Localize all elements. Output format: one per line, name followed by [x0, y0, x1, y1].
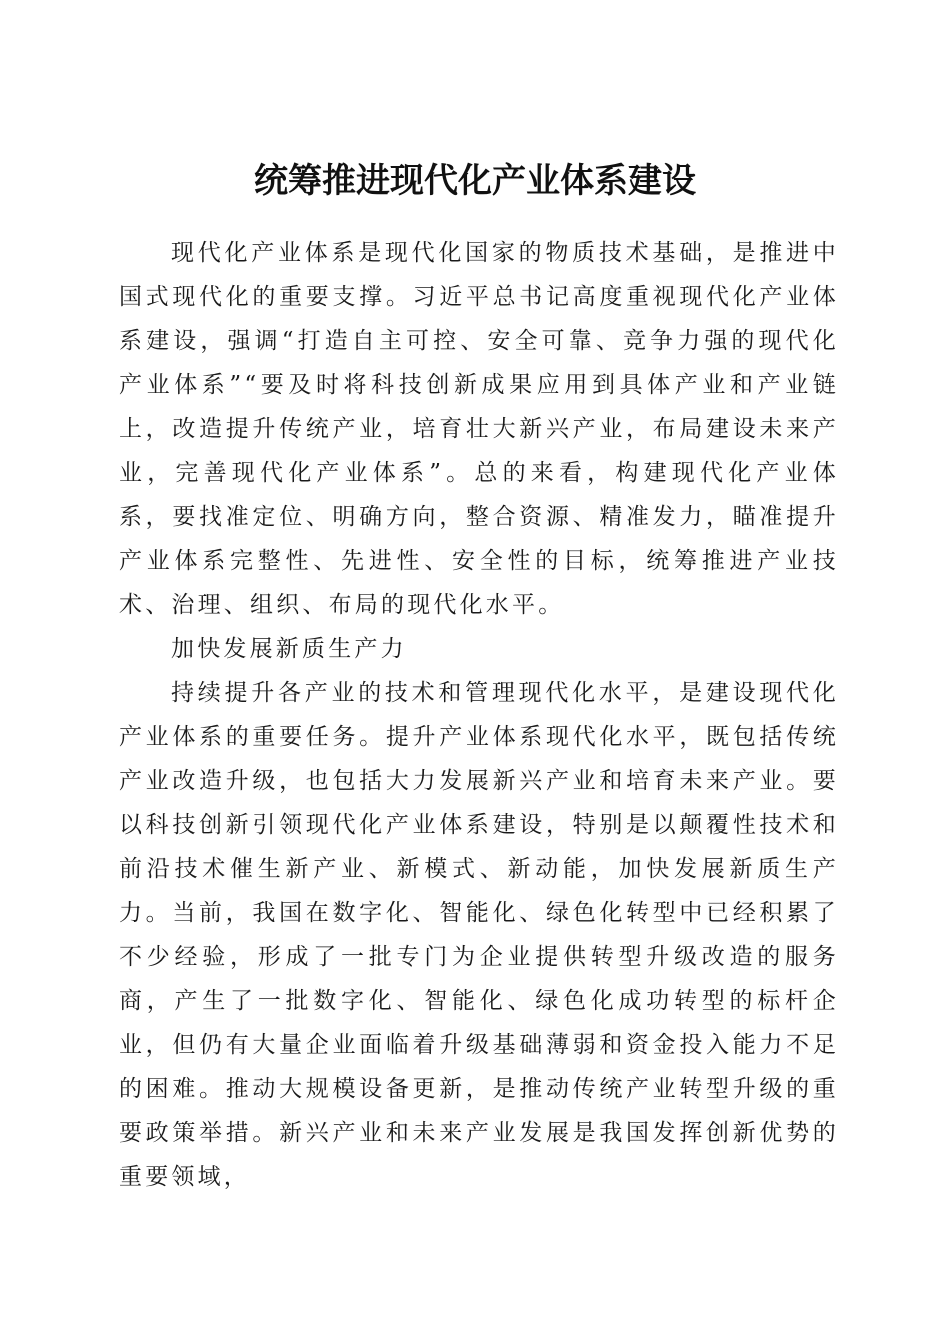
document-body — [119, 231, 839, 1199]
intro-paragraph: 现代化产业体系是现代化国家的物质技术基础，是推进中国式现代化的重要支撑。习近平总书记高度重视现代化产业体系建设，强调“打造自主可控、安全可靠、竞争力强的现代化产业体系”“要及时将科技创新成果应用到具体产业和产业链上，改造提升传统产业，培育壮大新兴产业，布局建设未来产业，完善现代化产业体系”。总的来看，构建现代化产业体系，要找准定位、明确方向，整合资源、精准发力，瞄准提升产业体系完整性、先进性、安全性的目标，统筹推进产业技术、治理、组织、布局的现代化水平。 — [119, 240, 839, 618]
document-title: 统筹推进现代化产业体系建设 — [254, 160, 696, 201]
section-heading: 加快发展新质生产力 — [171, 636, 407, 662]
section-paragraph: 持续提升各产业的技术和管理现代化水平，是建设现代化产业体系的重要任务。提升产业体系现代化水平，既包括传统产业改造升级，也包括大力发展新兴产业和培育未来产业。要以科技创新引领现代化产业体系建设，特别是以颠覆性技术和前沿技术催生新产业、新模式、新动能，加快发展新质生产力。当前，我国在数字化、智能化、绿色化转型中已经积累了不少经验，形成了一批专门为企业提供转型升级改造的服务商，产生了一批数字化、智能化、绿色化成功转型的标杆企业，但仍有大量企业面临着升级基础薄弱和资金投入能力不足的困难。推动大规模设备更新，是推动传统产业转型升级的重要政策举措。新兴产业和未来产业发展是我国发挥创新优势的重要领域， — [119, 680, 839, 1190]
